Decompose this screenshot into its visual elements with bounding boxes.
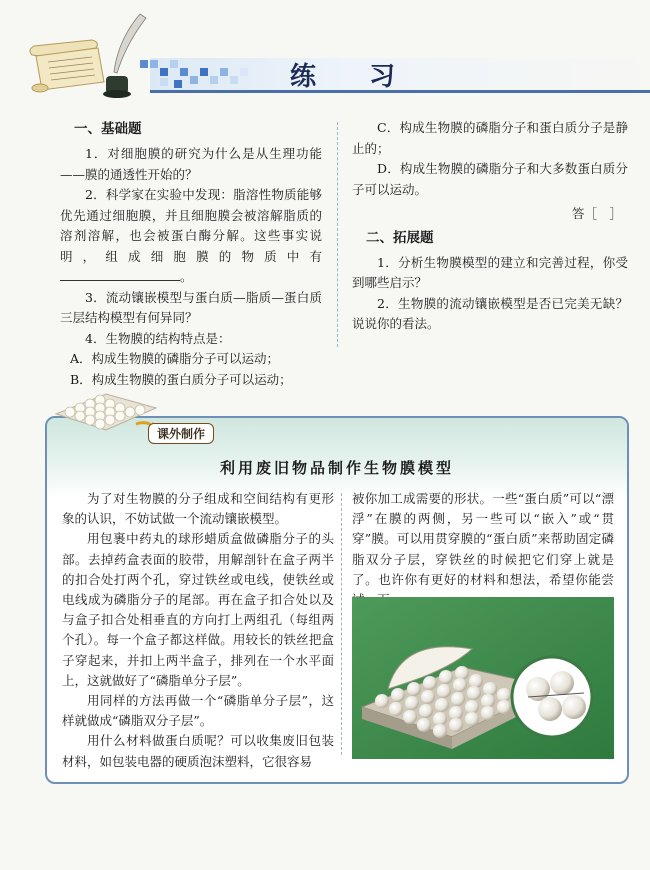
extend-question-2: 2．生物膜的流动镶嵌模型是否已完美无缺？说说你的看法。 [352,295,628,331]
activity-paragraph-1: 为了对生物膜的分子组成和空间结构有更形象的认识，不妨试做一个流动镶嵌模型。 [62,491,334,527]
activity-right-column [352,489,614,610]
question-3: 3．流动镶嵌模型与蛋白质—脂质—蛋白质三层结构模型有何异同？ [60,289,322,325]
activity-paragraph-5: 被你加工成需要的形状。一些“蛋白质”可以“漂浮”在膜的两侧，另一些可以“嵌入”或“贯穿”膜。可以用贯穿膜的“蛋白质”来帮助固定磷脂双分子层，穿铁丝的时候把它们穿上就是了。也许你有更好的材料和想法，希望你能尝 [352,491,614,587]
membrane-model-photo [352,597,614,759]
question-1: 1．对细胞膜的研究为什么是从生理功能——膜的通透性开始的？ [60,146,322,182]
extend-section-title: 二、拓展题 [366,229,434,246]
question-2 [60,185,322,288]
activity-column-divider [341,493,342,755]
question-2-end: 。 [180,269,193,284]
activity-paragraph-4: 用什么材料做蛋白质呢？可以收集废旧包装材料，如包装电器的硬质泡沫塑料，它很容易 [62,733,334,769]
activity-left-column [62,489,334,772]
extracurricular-tag: 课外制作 [148,423,214,444]
activity-paragraph-2: 用包裹中药丸的球形蜡质盒做磷脂分子的头部。去掉药盒表面的胶带，用解剖针在盒子两半的扣合处打两个孔，穿过铁丝或电线，使铁丝或电线成为磷脂分子的尾部。再在盒子扣合处以及与盒子扣合处相垂直的方向打上两组孔（每组两个孔）。每一个盒子都这样做。用较长的铁丝把盒子穿起来，并扣上两半盒子，排列在一个水平面上，这就做好了“磷脂单分子层”。 [62,531,334,688]
page-footer-mark [518,856,638,866]
fill-in-blank [60,267,180,281]
answer-bracket: 答［ ］ [571,206,622,221]
question-2-text: 2．科学家在实验中发现：脂溶性物质能够优先通过细胞膜，并且细胞膜会被溶解脂质的溶剂溶解，也会被蛋白酶分解。这些事实说明，组成细胞膜的物质中有 [60,187,322,264]
option-d: D．构成生物膜的磷脂分子和大多数蛋白质分子可以运动。 [352,161,628,197]
page-title: 练 习 [290,62,418,92]
option-a: A．构成生物膜的磷脂分子可以运动； [70,351,280,366]
right-exercises [352,118,628,335]
activity-paragraph-3: 用同样的方法再做一个“磷脂单分子层”，这样就做成“磷脂双分子层”。 [62,693,334,729]
scroll-quill-icon [22,10,162,105]
basic-exercises [60,118,322,390]
option-c: C．构成生物膜的磷脂分子和蛋白质分子是静止的； [352,120,628,156]
option-b: B．构成生物膜的蛋白质分子可以运动； [70,371,292,387]
basic-section-title: 一、基础题 [74,121,142,137]
question-4: 4．生物膜的结构特点是： [85,330,231,346]
header-banner [0,0,650,112]
activity-title: 利用废旧物品制作生物膜模型 [219,459,454,477]
extend-question-1: 1．分析生物膜模型的建立和完善过程，你受到哪些启示？ [352,254,628,290]
column-divider [337,122,338,347]
